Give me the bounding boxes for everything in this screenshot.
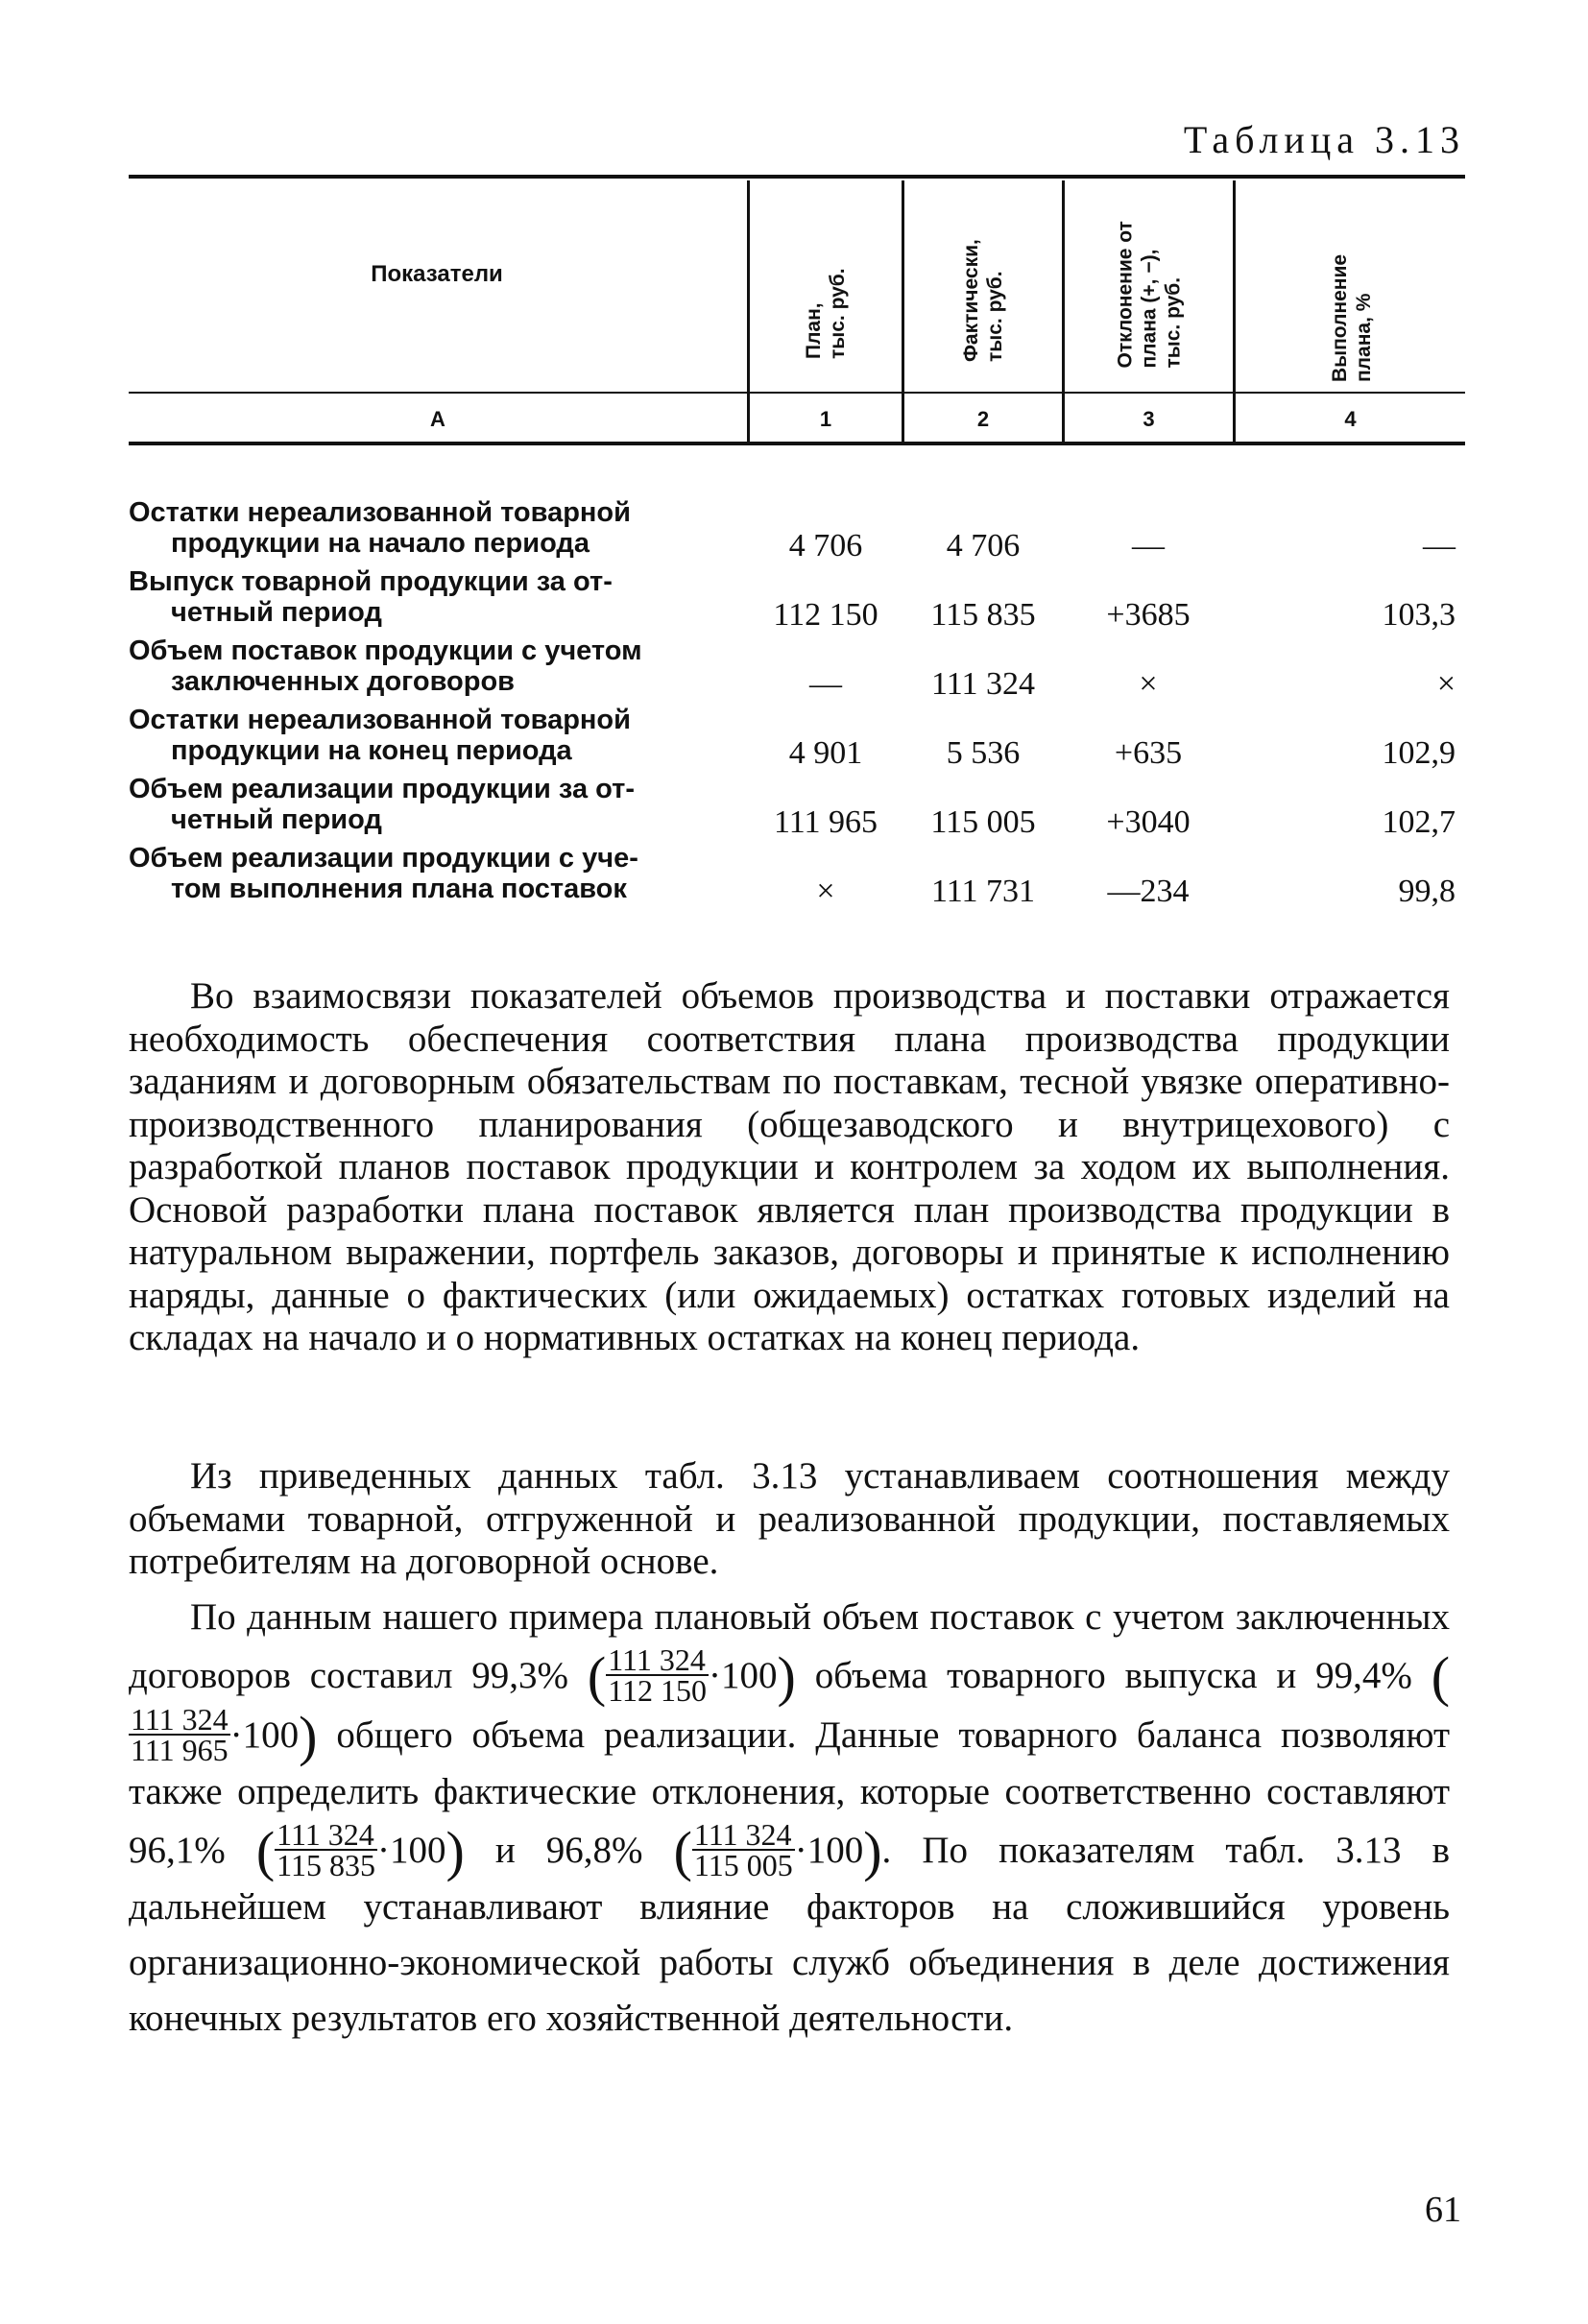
table-row	[129, 843, 1465, 912]
column-divider	[747, 180, 750, 442]
page-number: 61	[1425, 2190, 1461, 2230]
column-number: 3	[1143, 407, 1155, 431]
plan-value: —	[809, 666, 842, 702]
fulfillment-value: —	[1423, 528, 1456, 563]
fraction: $\frac{111 324}{115 005}$	[693, 1817, 793, 1882]
deviation-value: +3685	[1106, 597, 1191, 633]
header-actual: Фактически, тыс. руб.	[960, 239, 1006, 362]
column-number: 1	[819, 407, 832, 431]
row-label: Остатки нереализованной товарной продукции на начало периода	[129, 497, 631, 559]
fulfillment-value: 102,9	[1382, 735, 1456, 771]
row-label: Объем реализации продукции за от- четный период	[129, 774, 635, 835]
row-label: Выпуск товарной продукции за от- четный период	[129, 566, 613, 628]
actual-value: 4 706	[946, 528, 1021, 563]
paragraph-3: По данным нашего примера плановый объем поставок с учетом заключенных договоров составил 99,3% ( $\frac{111 324}{112 150}$ ·100) объема товарного выпуска и 99,4% ( $\frac{111 324}{111 965}$ ·100) общего объема реализации. Данные товарного баланса позволяют также определить фактические отклонения, которые соответственно составляют 96,1% ( $\frac{111 324}{115 835}$ ·100) и 96,8% ( $\frac{111 324}{115 005}$ ·100). По показателям табл. 3.13 в дальнейшем устанавливают влияние факторов на сложившийся уровень организационно-экономической работы служб объединения в деле достижения конечных результатов его хозяйственной деятельности.	[129, 1596, 1451, 2039]
column-divider	[902, 180, 904, 442]
table-row	[129, 635, 1465, 705]
header-rule	[129, 392, 1465, 394]
column-number: А	[430, 407, 445, 431]
plan-value: 4 901	[788, 735, 863, 771]
plan-value: 4 706	[788, 528, 863, 563]
deviation-value: +3040	[1106, 804, 1191, 840]
deviation-value: ×	[1139, 666, 1158, 702]
column-divider	[1233, 180, 1236, 442]
table-row	[129, 705, 1465, 774]
actual-value: 111 731	[931, 874, 1035, 909]
fulfillment-value: 102,7	[1382, 804, 1456, 840]
fulfillment-value: ×	[1436, 666, 1456, 702]
table-row	[129, 774, 1465, 843]
table-row	[129, 566, 1465, 635]
actual-value: 115 835	[930, 597, 1036, 633]
header-plan: План, тыс. руб.	[803, 268, 849, 359]
header-deviation: Отклонение от плана (+, −), тыс. руб.	[1114, 220, 1185, 368]
fulfillment-value: 99,8	[1398, 874, 1456, 909]
deviation-value: —	[1132, 528, 1165, 563]
deviation-value: —234	[1107, 874, 1190, 909]
colnum-rule	[129, 442, 1465, 445]
header-indicators: Показатели	[371, 261, 503, 287]
deviation-value: +635	[1114, 735, 1183, 771]
plan-value: 112 150	[773, 597, 878, 633]
row-label: Объем поставок продукции с учетом заключенных договоров	[129, 635, 642, 697]
column-number: 2	[976, 407, 990, 431]
row-label: Объем реализации продукции с уче- том выполнения плана поставок	[129, 843, 638, 904]
table-caption: Таблица 3.13	[1183, 118, 1465, 161]
fraction: $\frac{111 324}{115 835}$	[277, 1817, 375, 1882]
paragraph-1: Во взаимосвязи показателей объемов производства и поставки отражается необходимость обеспечения соответствия плана производства продукции заданиям и договорным обязательствам по поставкам, тесной увязке оперативно-производственного планирования (общезаводского и внутрицехового) с разработкой планов поставок продукции и контролем за ходом их выполнения. Основой разработки плана поставок является план производства продукции в натуральном выражении, портфель заказов, договоры и принятые к исполнению наряды, данные о фактических (или ожидаемых) остатках готовых изделий на складах на начало и о нормативных остатках на конец периода.	[129, 975, 1450, 1358]
table-top-rule	[129, 175, 1465, 179]
actual-value: 115 005	[930, 804, 1036, 840]
row-label: Остатки нереализованной товарной продукции на конец периода	[129, 705, 631, 766]
plan-value: ×	[816, 874, 835, 909]
table-row	[129, 497, 1465, 566]
plan-value: 111 965	[774, 804, 878, 840]
fraction: $\frac{111 324}{111 965}$	[131, 1702, 229, 1767]
column-number: 4	[1344, 407, 1357, 431]
actual-value: 5 536	[946, 735, 1021, 771]
fulfillment-value: 103,3	[1382, 597, 1456, 633]
column-divider	[1062, 180, 1065, 442]
header-fulfillment: Выполнение плана, %	[1329, 253, 1375, 382]
fraction: $\frac{111 324}{112 150}$	[608, 1642, 708, 1708]
actual-value: 111 324	[931, 666, 1035, 702]
paragraph-2: Из приведенных данных табл. 3.13 устанавливаем соотношения между объемами товарной, отгруженной и реализованной продукции, поставляемых потребителям на договорной основе.	[129, 1455, 1450, 1582]
